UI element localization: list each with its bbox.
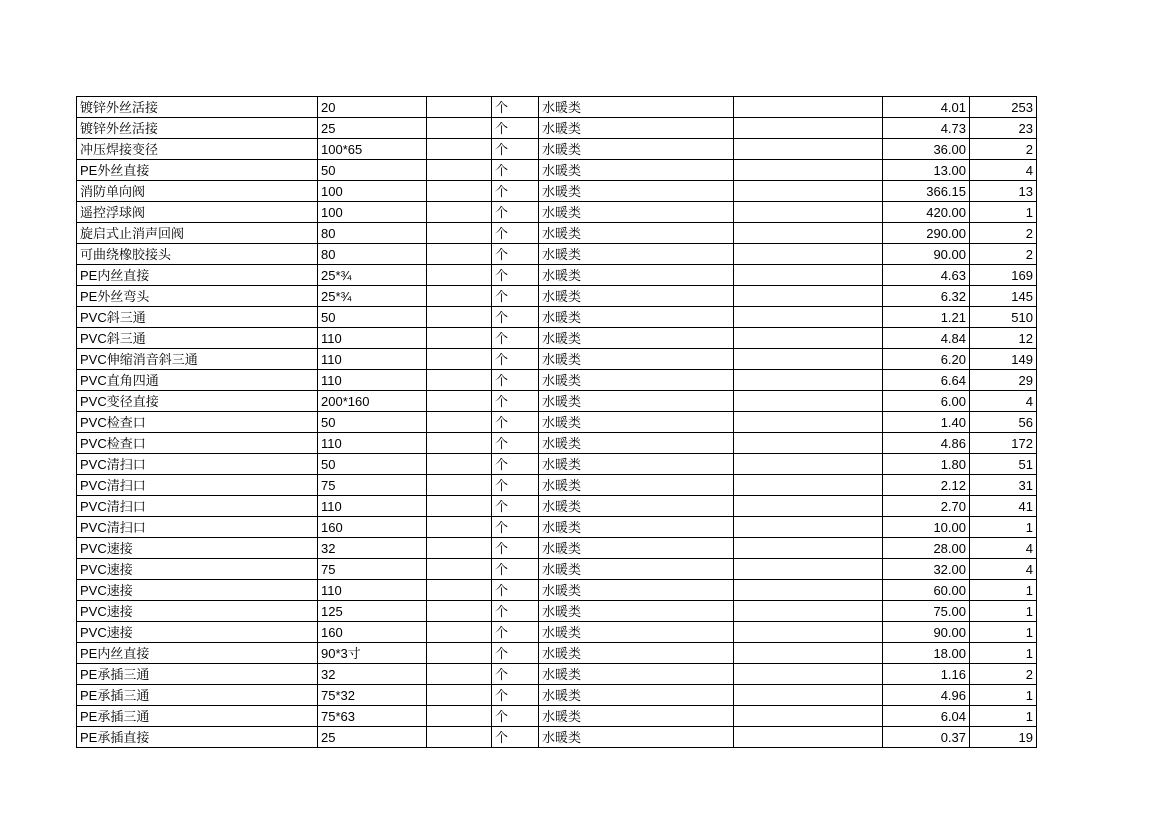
table-row[interactable] — [77, 433, 1037, 454]
cell-category[interactable]: 水暖类 — [539, 601, 734, 622]
cell-gap[interactable] — [734, 328, 883, 349]
cell-spec[interactable]: 110 — [318, 349, 427, 370]
cell-quantity[interactable]: 2 — [970, 244, 1037, 265]
cell-spec[interactable]: 32 — [318, 664, 427, 685]
cell-unit[interactable]: 个 — [492, 412, 539, 433]
cell-gap[interactable] — [734, 181, 883, 202]
cell-quantity[interactable]: 1 — [970, 580, 1037, 601]
spreadsheet-area — [76, 96, 1037, 748]
cell-price[interactable]: 90.00 — [883, 244, 970, 265]
cell-blank[interactable] — [427, 202, 492, 223]
cell-name[interactable]: PVC速接 — [77, 559, 318, 580]
cell-unit[interactable]: 个 — [492, 559, 539, 580]
cell-price[interactable]: 1.21 — [883, 307, 970, 328]
cell-unit[interactable]: 个 — [492, 97, 539, 118]
cell-quantity[interactable]: 13 — [970, 181, 1037, 202]
cell-unit[interactable]: 个 — [492, 265, 539, 286]
cell-quantity[interactable]: 1 — [970, 643, 1037, 664]
cell-gap[interactable] — [734, 706, 883, 727]
cell-unit[interactable]: 个 — [492, 349, 539, 370]
cell-category[interactable]: 水暖类 — [539, 433, 734, 454]
cell-quantity[interactable]: 145 — [970, 286, 1037, 307]
cell-blank[interactable] — [427, 643, 492, 664]
cell-category[interactable]: 水暖类 — [539, 265, 734, 286]
table-row[interactable] — [77, 685, 1037, 706]
cell-gap[interactable] — [734, 391, 883, 412]
table-row[interactable] — [77, 706, 1037, 727]
cell-spec[interactable]: 20 — [318, 97, 427, 118]
cell-category[interactable]: 水暖类 — [539, 139, 734, 160]
cell-name[interactable]: 旋启式止消声回阀 — [77, 223, 318, 244]
cell-spec[interactable]: 100*65 — [318, 139, 427, 160]
table-row[interactable] — [77, 202, 1037, 223]
table-row[interactable] — [77, 118, 1037, 139]
table-row[interactable] — [77, 454, 1037, 475]
cell-quantity[interactable]: 4 — [970, 391, 1037, 412]
cell-spec[interactable]: 100 — [318, 202, 427, 223]
cell-category[interactable]: 水暖类 — [539, 622, 734, 643]
cell-spec[interactable]: 25 — [318, 727, 427, 748]
cell-gap[interactable] — [734, 202, 883, 223]
cell-gap[interactable] — [734, 622, 883, 643]
cell-blank[interactable] — [427, 391, 492, 412]
cell-name[interactable]: PE承插三通 — [77, 685, 318, 706]
cell-quantity[interactable]: 4 — [970, 538, 1037, 559]
cell-name[interactable]: PVC清扫口 — [77, 517, 318, 538]
cell-price[interactable]: 366.15 — [883, 181, 970, 202]
cell-quantity[interactable]: 56 — [970, 412, 1037, 433]
cell-unit[interactable]: 个 — [492, 580, 539, 601]
cell-blank[interactable] — [427, 706, 492, 727]
cell-price[interactable]: 32.00 — [883, 559, 970, 580]
table-row[interactable] — [77, 160, 1037, 181]
cell-name[interactable]: PE承插三通 — [77, 706, 318, 727]
table-row[interactable] — [77, 727, 1037, 748]
cell-unit[interactable]: 个 — [492, 370, 539, 391]
cell-blank[interactable] — [427, 307, 492, 328]
cell-spec[interactable]: 75 — [318, 475, 427, 496]
cell-price[interactable]: 4.63 — [883, 265, 970, 286]
cell-quantity[interactable]: 149 — [970, 349, 1037, 370]
cell-quantity[interactable]: 1 — [970, 706, 1037, 727]
table-row[interactable] — [77, 601, 1037, 622]
cell-blank[interactable] — [427, 727, 492, 748]
table-row[interactable] — [77, 307, 1037, 328]
cell-price[interactable]: 2.70 — [883, 496, 970, 517]
cell-gap[interactable] — [734, 475, 883, 496]
cell-price[interactable]: 4.01 — [883, 97, 970, 118]
cell-gap[interactable] — [734, 370, 883, 391]
cell-gap[interactable] — [734, 265, 883, 286]
cell-name[interactable]: PVC速接 — [77, 622, 318, 643]
cell-category[interactable]: 水暖类 — [539, 727, 734, 748]
cell-quantity[interactable]: 2 — [970, 139, 1037, 160]
cell-gap[interactable] — [734, 559, 883, 580]
table-row[interactable] — [77, 139, 1037, 160]
cell-category[interactable]: 水暖类 — [539, 559, 734, 580]
cell-spec[interactable]: 32 — [318, 538, 427, 559]
cell-quantity[interactable]: 29 — [970, 370, 1037, 391]
cell-category[interactable]: 水暖类 — [539, 118, 734, 139]
cell-category[interactable]: 水暖类 — [539, 475, 734, 496]
cell-unit[interactable]: 个 — [492, 643, 539, 664]
cell-blank[interactable] — [427, 412, 492, 433]
table-row[interactable] — [77, 664, 1037, 685]
cell-category[interactable]: 水暖类 — [539, 181, 734, 202]
cell-unit[interactable]: 个 — [492, 286, 539, 307]
cell-blank[interactable] — [427, 559, 492, 580]
cell-spec[interactable]: 25*¾ — [318, 265, 427, 286]
cell-blank[interactable] — [427, 454, 492, 475]
cell-gap[interactable] — [734, 349, 883, 370]
cell-price[interactable]: 18.00 — [883, 643, 970, 664]
cell-unit[interactable]: 个 — [492, 223, 539, 244]
cell-spec[interactable]: 100 — [318, 181, 427, 202]
cell-category[interactable]: 水暖类 — [539, 517, 734, 538]
cell-price[interactable]: 4.86 — [883, 433, 970, 454]
cell-spec[interactable]: 80 — [318, 244, 427, 265]
cell-quantity[interactable]: 4 — [970, 559, 1037, 580]
cell-price[interactable]: 6.04 — [883, 706, 970, 727]
cell-gap[interactable] — [734, 643, 883, 664]
table-body — [77, 97, 1037, 748]
cell-price[interactable]: 90.00 — [883, 622, 970, 643]
cell-unit[interactable]: 个 — [492, 328, 539, 349]
cell-gap[interactable] — [734, 97, 883, 118]
cell-price[interactable]: 0.37 — [883, 727, 970, 748]
cell-quantity[interactable]: 1 — [970, 517, 1037, 538]
cell-unit[interactable]: 个 — [492, 307, 539, 328]
cell-blank[interactable] — [427, 370, 492, 391]
cell-price[interactable]: 290.00 — [883, 223, 970, 244]
cell-price[interactable]: 1.16 — [883, 664, 970, 685]
cell-spec[interactable]: 160 — [318, 622, 427, 643]
cell-quantity[interactable]: 51 — [970, 454, 1037, 475]
cell-category[interactable]: 水暖类 — [539, 97, 734, 118]
cell-name[interactable]: PE承插三通 — [77, 664, 318, 685]
cell-name[interactable]: PVC检查口 — [77, 412, 318, 433]
cell-spec[interactable]: 125 — [318, 601, 427, 622]
cell-spec[interactable]: 25*¾ — [318, 286, 427, 307]
cell-blank[interactable] — [427, 622, 492, 643]
cell-price[interactable]: 1.40 — [883, 412, 970, 433]
cell-category[interactable]: 水暖类 — [539, 391, 734, 412]
cell-price[interactable]: 4.96 — [883, 685, 970, 706]
cell-price[interactable]: 36.00 — [883, 139, 970, 160]
cell-quantity[interactable]: 1 — [970, 622, 1037, 643]
cell-quantity[interactable]: 510 — [970, 307, 1037, 328]
cell-gap[interactable] — [734, 307, 883, 328]
cell-spec[interactable]: 75*63 — [318, 706, 427, 727]
cell-unit[interactable]: 个 — [492, 391, 539, 412]
cell-category[interactable]: 水暖类 — [539, 706, 734, 727]
cell-gap[interactable] — [734, 601, 883, 622]
cell-unit[interactable]: 个 — [492, 202, 539, 223]
cell-category[interactable]: 水暖类 — [539, 454, 734, 475]
cell-price[interactable]: 6.00 — [883, 391, 970, 412]
cell-unit[interactable]: 个 — [492, 496, 539, 517]
cell-unit[interactable]: 个 — [492, 181, 539, 202]
cell-name[interactable]: 消防单向阀 — [77, 181, 318, 202]
cell-blank[interactable] — [427, 244, 492, 265]
cell-blank[interactable] — [427, 496, 492, 517]
cell-gap[interactable] — [734, 160, 883, 181]
cell-name[interactable]: PVC清扫口 — [77, 475, 318, 496]
cell-price[interactable]: 28.00 — [883, 538, 970, 559]
cell-category[interactable]: 水暖类 — [539, 160, 734, 181]
cell-gap[interactable] — [734, 538, 883, 559]
cell-unit[interactable]: 个 — [492, 601, 539, 622]
cell-unit[interactable]: 个 — [492, 475, 539, 496]
cell-unit[interactable]: 个 — [492, 538, 539, 559]
cell-blank[interactable] — [427, 475, 492, 496]
cell-gap[interactable] — [734, 433, 883, 454]
cell-unit[interactable]: 个 — [492, 118, 539, 139]
cell-spec[interactable]: 110 — [318, 580, 427, 601]
table-row[interactable] — [77, 559, 1037, 580]
cell-name[interactable]: 镀锌外丝活接 — [77, 118, 318, 139]
cell-unit[interactable]: 个 — [492, 244, 539, 265]
cell-name[interactable]: PVC速接 — [77, 601, 318, 622]
cell-name[interactable]: PVC清扫口 — [77, 454, 318, 475]
cell-name[interactable]: PVC伸缩消音斜三通 — [77, 349, 318, 370]
cell-spec[interactable]: 80 — [318, 223, 427, 244]
table-row[interactable] — [77, 580, 1037, 601]
cell-spec[interactable]: 110 — [318, 370, 427, 391]
cell-name[interactable]: PVC清扫口 — [77, 496, 318, 517]
cell-category[interactable]: 水暖类 — [539, 328, 734, 349]
cell-quantity[interactable]: 253 — [970, 97, 1037, 118]
cell-spec[interactable]: 50 — [318, 160, 427, 181]
cell-price[interactable]: 6.64 — [883, 370, 970, 391]
cell-name[interactable]: PVC斜三通 — [77, 328, 318, 349]
cell-category[interactable]: 水暖类 — [539, 286, 734, 307]
cell-name[interactable]: 镀锌外丝活接 — [77, 97, 318, 118]
cell-name[interactable]: PVC直角四通 — [77, 370, 318, 391]
cell-category[interactable]: 水暖类 — [539, 202, 734, 223]
cell-gap[interactable] — [734, 454, 883, 475]
cell-quantity[interactable]: 2 — [970, 223, 1037, 244]
table-row[interactable] — [77, 286, 1037, 307]
cell-unit[interactable]: 个 — [492, 727, 539, 748]
cell-category[interactable]: 水暖类 — [539, 538, 734, 559]
cell-unit[interactable]: 个 — [492, 517, 539, 538]
cell-spec[interactable]: 25 — [318, 118, 427, 139]
cell-unit[interactable]: 个 — [492, 160, 539, 181]
cell-quantity[interactable]: 4 — [970, 160, 1037, 181]
cell-price[interactable]: 4.84 — [883, 328, 970, 349]
cell-unit[interactable]: 个 — [492, 664, 539, 685]
cell-quantity[interactable]: 2 — [970, 664, 1037, 685]
cell-name[interactable]: PVC检查口 — [77, 433, 318, 454]
table-row[interactable] — [77, 538, 1037, 559]
table-row[interactable] — [77, 370, 1037, 391]
table-row[interactable] — [77, 265, 1037, 286]
cell-price[interactable]: 420.00 — [883, 202, 970, 223]
cell-blank[interactable] — [427, 580, 492, 601]
cell-price[interactable]: 4.73 — [883, 118, 970, 139]
cell-unit[interactable]: 个 — [492, 622, 539, 643]
table-row[interactable] — [77, 97, 1037, 118]
cell-unit[interactable]: 个 — [492, 706, 539, 727]
cell-quantity[interactable]: 172 — [970, 433, 1037, 454]
cell-unit[interactable]: 个 — [492, 433, 539, 454]
cell-spec[interactable]: 75 — [318, 559, 427, 580]
cell-blank[interactable] — [427, 286, 492, 307]
table-row[interactable] — [77, 475, 1037, 496]
cell-blank[interactable] — [427, 601, 492, 622]
cell-name[interactable]: PVC斜三通 — [77, 307, 318, 328]
cell-price[interactable]: 13.00 — [883, 160, 970, 181]
cell-name[interactable]: 冲压焊接变径 — [77, 139, 318, 160]
cell-spec[interactable]: 110 — [318, 328, 427, 349]
cell-gap[interactable] — [734, 139, 883, 160]
cell-name[interactable]: PE内丝直接 — [77, 643, 318, 664]
cell-blank[interactable] — [427, 349, 492, 370]
cell-blank[interactable] — [427, 160, 492, 181]
cell-name[interactable]: 遥控浮球阀 — [77, 202, 318, 223]
cell-quantity[interactable]: 23 — [970, 118, 1037, 139]
cell-gap[interactable] — [734, 580, 883, 601]
table-row[interactable] — [77, 517, 1037, 538]
cell-spec[interactable]: 110 — [318, 433, 427, 454]
cell-blank[interactable] — [427, 538, 492, 559]
cell-name[interactable]: PE外丝弯头 — [77, 286, 318, 307]
cell-quantity[interactable]: 31 — [970, 475, 1037, 496]
cell-price[interactable]: 60.00 — [883, 580, 970, 601]
cell-gap[interactable] — [734, 685, 883, 706]
cell-price[interactable]: 2.12 — [883, 475, 970, 496]
cell-name[interactable]: PVC速接 — [77, 580, 318, 601]
cell-name[interactable]: PE内丝直接 — [77, 265, 318, 286]
cell-blank[interactable] — [427, 181, 492, 202]
cell-quantity[interactable]: 41 — [970, 496, 1037, 517]
cell-blank[interactable] — [427, 97, 492, 118]
cell-blank[interactable] — [427, 265, 492, 286]
cell-gap[interactable] — [734, 727, 883, 748]
cell-price[interactable]: 1.80 — [883, 454, 970, 475]
cell-category[interactable]: 水暖类 — [539, 496, 734, 517]
cell-spec[interactable]: 110 — [318, 496, 427, 517]
cell-spec[interactable]: 50 — [318, 454, 427, 475]
cell-category[interactable]: 水暖类 — [539, 580, 734, 601]
cell-category[interactable]: 水暖类 — [539, 223, 734, 244]
cell-quantity[interactable]: 1 — [970, 202, 1037, 223]
cell-category[interactable]: 水暖类 — [539, 685, 734, 706]
table-row[interactable] — [77, 223, 1037, 244]
cell-gap[interactable] — [734, 286, 883, 307]
cell-quantity[interactable]: 169 — [970, 265, 1037, 286]
cell-gap[interactable] — [734, 412, 883, 433]
table-row[interactable] — [77, 244, 1037, 265]
cell-blank[interactable] — [427, 517, 492, 538]
table-row[interactable] — [77, 349, 1037, 370]
cell-category[interactable]: 水暖类 — [539, 664, 734, 685]
cell-blank[interactable] — [427, 223, 492, 244]
cell-gap[interactable] — [734, 118, 883, 139]
table-row[interactable] — [77, 412, 1037, 433]
cell-name[interactable]: PE承插直接 — [77, 727, 318, 748]
cell-price[interactable]: 6.20 — [883, 349, 970, 370]
table-row[interactable] — [77, 643, 1037, 664]
table-row[interactable] — [77, 181, 1037, 202]
cell-price[interactable]: 6.32 — [883, 286, 970, 307]
cell-name[interactable]: PVC速接 — [77, 538, 318, 559]
cell-spec[interactable]: 50 — [318, 412, 427, 433]
table-row[interactable] — [77, 391, 1037, 412]
cell-unit[interactable]: 个 — [492, 454, 539, 475]
cell-category[interactable]: 水暖类 — [539, 349, 734, 370]
cell-name[interactable]: PE外丝直接 — [77, 160, 318, 181]
cell-blank[interactable] — [427, 433, 492, 454]
cell-spec[interactable]: 200*160 — [318, 391, 427, 412]
cell-category[interactable]: 水暖类 — [539, 370, 734, 391]
cell-quantity[interactable]: 1 — [970, 685, 1037, 706]
table-row[interactable] — [77, 622, 1037, 643]
cell-unit[interactable]: 个 — [492, 139, 539, 160]
cell-spec[interactable]: 90*3寸 — [318, 643, 427, 664]
table-row[interactable] — [77, 496, 1037, 517]
cell-category[interactable]: 水暖类 — [539, 412, 734, 433]
cell-quantity[interactable]: 12 — [970, 328, 1037, 349]
cell-gap[interactable] — [734, 496, 883, 517]
cell-quantity[interactable]: 19 — [970, 727, 1037, 748]
cell-category[interactable]: 水暖类 — [539, 643, 734, 664]
cell-spec[interactable]: 50 — [318, 307, 427, 328]
table-row[interactable] — [77, 328, 1037, 349]
cell-gap[interactable] — [734, 664, 883, 685]
cell-name[interactable]: 可曲绕橡胶接头 — [77, 244, 318, 265]
cell-category[interactable]: 水暖类 — [539, 307, 734, 328]
cell-blank[interactable] — [427, 664, 492, 685]
cell-gap[interactable] — [734, 517, 883, 538]
cell-unit[interactable]: 个 — [492, 685, 539, 706]
cell-gap[interactable] — [734, 223, 883, 244]
cell-blank[interactable] — [427, 328, 492, 349]
cell-blank[interactable] — [427, 685, 492, 706]
cell-spec[interactable]: 160 — [318, 517, 427, 538]
cell-blank[interactable] — [427, 139, 492, 160]
cell-price[interactable]: 75.00 — [883, 601, 970, 622]
data-table — [76, 96, 1037, 748]
cell-category[interactable]: 水暖类 — [539, 244, 734, 265]
cell-name[interactable]: PVC变径直接 — [77, 391, 318, 412]
cell-price[interactable]: 10.00 — [883, 517, 970, 538]
cell-gap[interactable] — [734, 244, 883, 265]
cell-blank[interactable] — [427, 118, 492, 139]
cell-quantity[interactable]: 1 — [970, 601, 1037, 622]
cell-spec[interactable]: 75*32 — [318, 685, 427, 706]
